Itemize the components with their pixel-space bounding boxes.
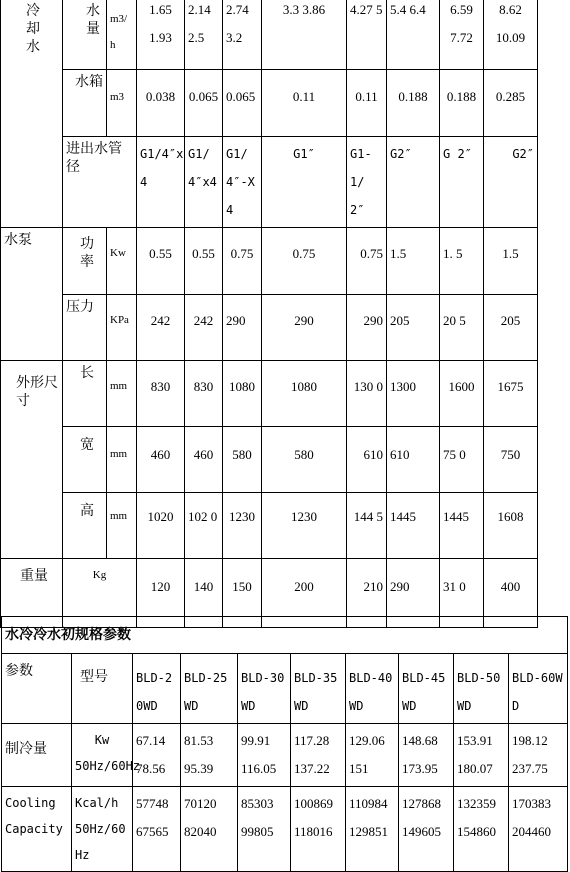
pressure-value: 242: [137, 295, 185, 361]
width-value: 580: [223, 427, 262, 493]
pressure-value: 205: [387, 295, 440, 361]
tank-value: 0.188: [440, 70, 484, 137]
height-value: 1230: [223, 493, 262, 559]
cooling-kw-value: 198.12 237.75: [509, 724, 568, 787]
cooling-kw-value: 81.53 95.39: [181, 724, 238, 787]
length-value: 1300: [387, 361, 440, 427]
width-value: 580: [262, 427, 347, 493]
length-label: 长: [63, 361, 107, 427]
flow-value: 6.59 7.72: [440, 0, 484, 70]
height-value: 1445: [440, 493, 484, 559]
model-name: BLD-40WD: [346, 654, 399, 724]
cooling-kcal-value: 70120 82040: [181, 787, 238, 872]
height-value: 144 5: [347, 493, 387, 559]
pipe-value: G1-1/ 2″: [347, 137, 387, 228]
cooling-kcal-value: 85303 99805: [238, 787, 291, 872]
flow-value: 3.3 3.86: [262, 0, 347, 70]
cooling-kw-value: 148.68 173.95: [399, 724, 454, 787]
pressure-value: 205: [484, 295, 538, 361]
power-value: 1. 5: [440, 228, 484, 295]
model-name: BLD-20WD: [133, 654, 181, 724]
pressure-value: 20 5: [440, 295, 484, 361]
weight-value: 150: [223, 559, 262, 628]
length-value: 830: [137, 361, 185, 427]
flow-value: 5.4 6.4: [387, 0, 440, 70]
power-value: 0.55: [185, 228, 223, 295]
power-value: 1.5: [484, 228, 538, 295]
weight-value: 200: [262, 559, 347, 628]
power-value: 1.5: [387, 228, 440, 295]
power-unit: Kw: [107, 228, 137, 295]
pipe-value: G 2″: [440, 137, 484, 228]
pressure-label: 压力: [63, 295, 107, 361]
weight-value: 290: [387, 559, 440, 628]
pressure-value: 290: [262, 295, 347, 361]
power-value: 0.75: [223, 228, 262, 295]
cooling-kw-value: 129.06 151: [346, 724, 399, 787]
cooling-kw-unit: Kw 50Hz/60Hz: [72, 724, 133, 787]
flow-value: 1.65 1.93: [137, 0, 185, 70]
height-value: 1445: [387, 493, 440, 559]
tank-value: 0.11: [347, 70, 387, 137]
flow-value: 8.62 10.09: [484, 0, 538, 70]
cooling-capacity-label: Cooling Capacity: [2, 787, 72, 872]
model-name: BLD-30WD: [238, 654, 291, 724]
length-unit: mm: [107, 361, 137, 427]
length-value: 1080: [262, 361, 347, 427]
cooling-kcal-value: 100869 118016: [291, 787, 346, 872]
flow-unit: m3/h: [107, 0, 137, 70]
weight-value: 400: [484, 559, 538, 628]
model-name: BLD-45WD: [399, 654, 454, 724]
pipe-value: G2″: [387, 137, 440, 228]
width-value: 75 0: [440, 427, 484, 493]
height-value: 1230: [262, 493, 347, 559]
length-value: 130 0: [347, 361, 387, 427]
model-name: BLD-60WD: [509, 654, 568, 724]
pipe-value: G1/ 4″x4: [185, 137, 223, 228]
width-value: 460: [137, 427, 185, 493]
width-label: 宽: [63, 427, 107, 493]
cooling-kw-value: 67.14 78.56: [133, 724, 181, 787]
model-name: BLD-50WD: [454, 654, 509, 724]
tank-value: 0.065: [185, 70, 223, 137]
cooling-kcal-unit: Kcal/h 50Hz/60 Hz: [72, 787, 133, 872]
tank-value: 0.188: [387, 70, 440, 137]
pipe-value: G1/4″x 4: [137, 137, 185, 228]
pipe-value: G1″: [262, 137, 347, 228]
param-label: 参数: [2, 654, 72, 724]
tank-value: 0.065: [223, 70, 262, 137]
height-label: 高: [63, 493, 107, 559]
tank-label: 水箱: [63, 70, 107, 137]
length-value: 830: [185, 361, 223, 427]
cooling-kw-label: 制冷量: [2, 724, 72, 787]
width-value: 750: [484, 427, 538, 493]
width-value: 610: [387, 427, 440, 493]
height-value: 102 0: [185, 493, 223, 559]
width-value: 610: [347, 427, 387, 493]
flow-value: 2.74 3.2: [223, 0, 262, 70]
pressure-unit: KPa: [107, 295, 137, 361]
pump-label: 水泵: [1, 228, 63, 361]
flow-value: 4.27 5: [347, 0, 387, 70]
dimension-label: 外形尺寸: [1, 361, 63, 559]
height-unit: mm: [107, 493, 137, 559]
cooling-kw-value: 153.91 180.07: [454, 724, 509, 787]
weight-value: 140: [185, 559, 223, 628]
pipe-value: G2″: [484, 137, 538, 228]
tank-value: 0.285: [484, 70, 538, 137]
power-value: 0.55: [137, 228, 185, 295]
length-value: 1080: [223, 361, 262, 427]
model-name: BLD-25WD: [181, 654, 238, 724]
cooling-kcal-value: 127868 149605: [399, 787, 454, 872]
flow-label: 水量: [63, 0, 107, 70]
cooling-kcal-value: 57748 67565: [133, 787, 181, 872]
power-label: 功率: [63, 228, 107, 295]
height-value: 1020: [137, 493, 185, 559]
power-value: 0.75: [347, 228, 387, 295]
spec-table-lower: [1, 616, 568, 872]
width-unit: mm: [107, 427, 137, 493]
tank-value: 0.038: [137, 70, 185, 137]
cooling-kcal-value: 132359 154860: [454, 787, 509, 872]
pressure-value: 290: [347, 295, 387, 361]
weight-label: 重量: [1, 559, 63, 628]
weight-value: 120: [137, 559, 185, 628]
model-name: BLD-35WD: [291, 654, 346, 724]
pressure-value: 290: [223, 295, 262, 361]
weight-unit: Kg: [63, 559, 137, 628]
cooling-kcal-value: 110984 129851: [346, 787, 399, 872]
width-value: 460: [185, 427, 223, 493]
cooling-kw-value: 99.91 116.05: [238, 724, 291, 787]
cooling-water-label: 冷却水: [1, 0, 63, 228]
tank-unit: m3: [107, 70, 137, 137]
height-value: 1608: [484, 493, 538, 559]
power-value: 0.75: [262, 228, 347, 295]
model-label: 型号: [72, 654, 133, 724]
cooling-kw-value: 117.28 137.22: [291, 724, 346, 787]
length-value: 1675: [484, 361, 538, 427]
weight-value: 31 0: [440, 559, 484, 628]
length-value: 1600: [440, 361, 484, 427]
weight-value: 210: [347, 559, 387, 628]
cooling-kcal-value: 170383 204460: [509, 787, 568, 872]
flow-value: 2.14 2.5: [185, 0, 223, 70]
pipe-label: 进出水管径: [63, 137, 137, 228]
pipe-value: G1/ 4″-X 4: [223, 137, 262, 228]
pressure-value: 242: [185, 295, 223, 361]
tank-value: 0.11: [262, 70, 347, 137]
table-title: 水冷冷水初规格参数: [2, 617, 568, 654]
